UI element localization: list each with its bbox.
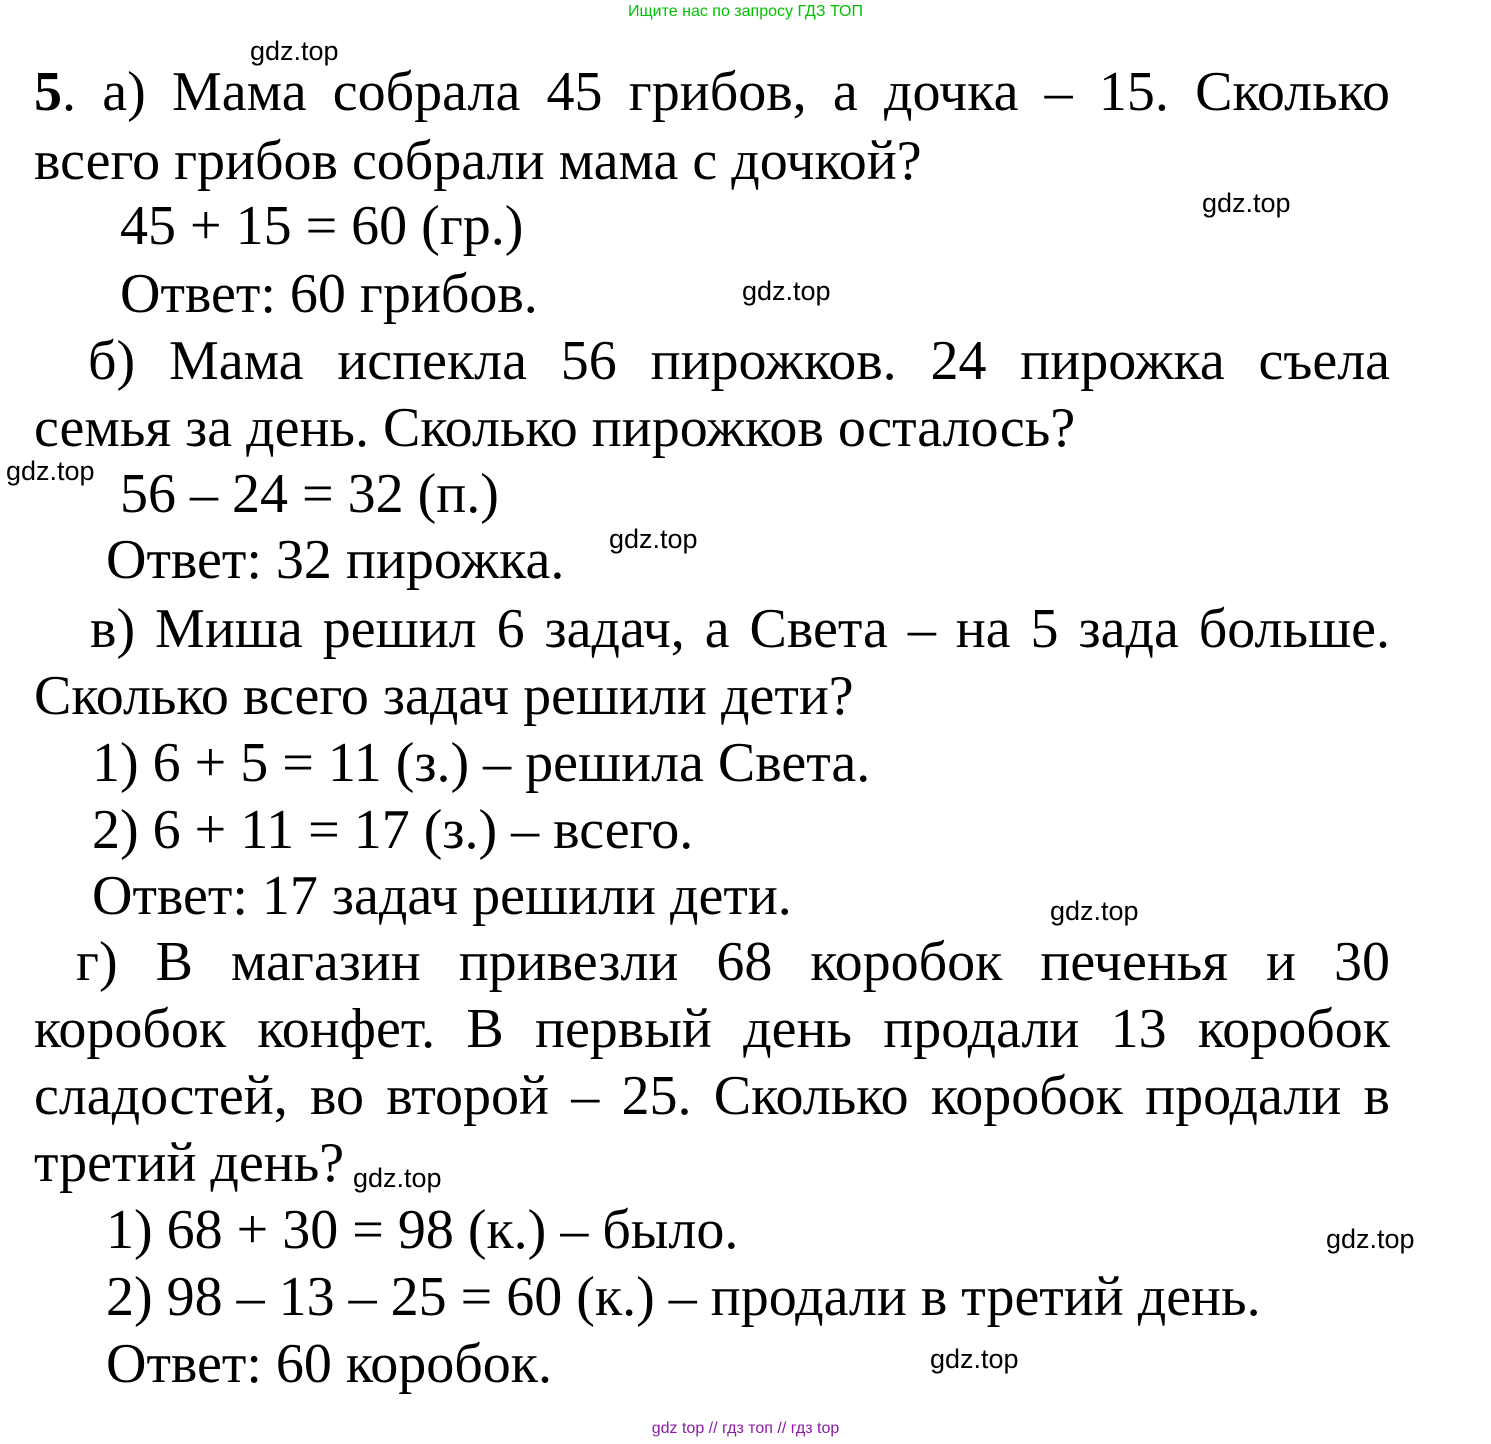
- search-banner-text[interactable]: Ищите нас по запросу ГДЗ ТОП: [628, 3, 863, 20]
- task-a-line-1: [34, 61, 1390, 123]
- footer-link-gdz-top-mixed[interactable]: гдз top: [790, 1420, 840, 1437]
- watermark: gdz.top: [6, 456, 95, 486]
- task-a-line-2: всего грибов собрали мама с дочкой?: [34, 130, 922, 192]
- search-banner[interactable]: [0, 4, 1491, 20]
- task-g-line-2: коробок конфет. В первый день продали 13 коробок: [34, 998, 1390, 1060]
- task-g-step-2: 2) 98 – 13 – 25 = 60 (к.) – продали в третий день.: [106, 1266, 1261, 1328]
- footer-link-gdz-top-ru[interactable]: гдз топ: [722, 1420, 773, 1437]
- footer-links[interactable]: [0, 1421, 1491, 1437]
- footer-separator: //: [777, 1420, 787, 1437]
- watermark: gdz.top: [1326, 1224, 1415, 1254]
- watermark: gdz.top: [742, 276, 831, 306]
- task-v-line-2: Сколько всего задач решили дети?: [34, 665, 854, 727]
- task-g-answer: Ответ: 60 коробок.: [106, 1333, 552, 1395]
- task-v-step-2: 2) 6 + 11 = 17 (з.) – всего.: [92, 799, 694, 861]
- task-a-text-1: . а) Мама собрала 45 грибов, а дочка – 15. Сколько: [62, 61, 1390, 123]
- watermark: gdz.top: [353, 1163, 442, 1193]
- watermark: gdz.top: [250, 36, 339, 66]
- footer-separator: //: [708, 1420, 718, 1437]
- task-g-line-3: сладостей, во второй – 25. Сколько коробок продали в: [34, 1065, 1390, 1127]
- footer-link-gdz-top[interactable]: gdz top: [651, 1420, 705, 1437]
- task-v-line-1: в) Миша решил 6 задач, а Света – на 5 зада больше.: [90, 598, 1390, 660]
- watermark: gdz.top: [930, 1344, 1019, 1374]
- task-a-calculation: 45 + 15 = 60 (гр.): [120, 195, 524, 257]
- watermark: gdz.top: [1050, 896, 1139, 926]
- task-b-line-1: б) Мама испекла 56 пирожков. 24 пирожка съела: [88, 330, 1390, 392]
- task-a-answer: Ответ: 60 грибов.: [120, 263, 538, 325]
- task-b-answer: Ответ: 32 пирожка.: [106, 529, 565, 591]
- watermark: gdz.top: [609, 524, 698, 554]
- task-g-step-1: 1) 68 + 30 = 98 (к.) – было.: [106, 1199, 739, 1261]
- task-g-line-4: третий день?: [34, 1132, 345, 1194]
- task-b-calculation: 56 – 24 = 32 (п.): [120, 463, 499, 525]
- task-g-line-1: г) В магазин привезли 68 коробок печенья и 30: [76, 931, 1390, 993]
- task-v-answer: Ответ: 17 задач решили дети.: [92, 865, 792, 927]
- watermark: gdz.top: [1202, 188, 1291, 218]
- task-b-line-2: семья за день. Сколько пирожков осталось?: [34, 397, 1076, 459]
- task-v-step-1: 1) 6 + 5 = 11 (з.) – решила Света.: [92, 732, 871, 794]
- task-number: 5: [34, 61, 62, 123]
